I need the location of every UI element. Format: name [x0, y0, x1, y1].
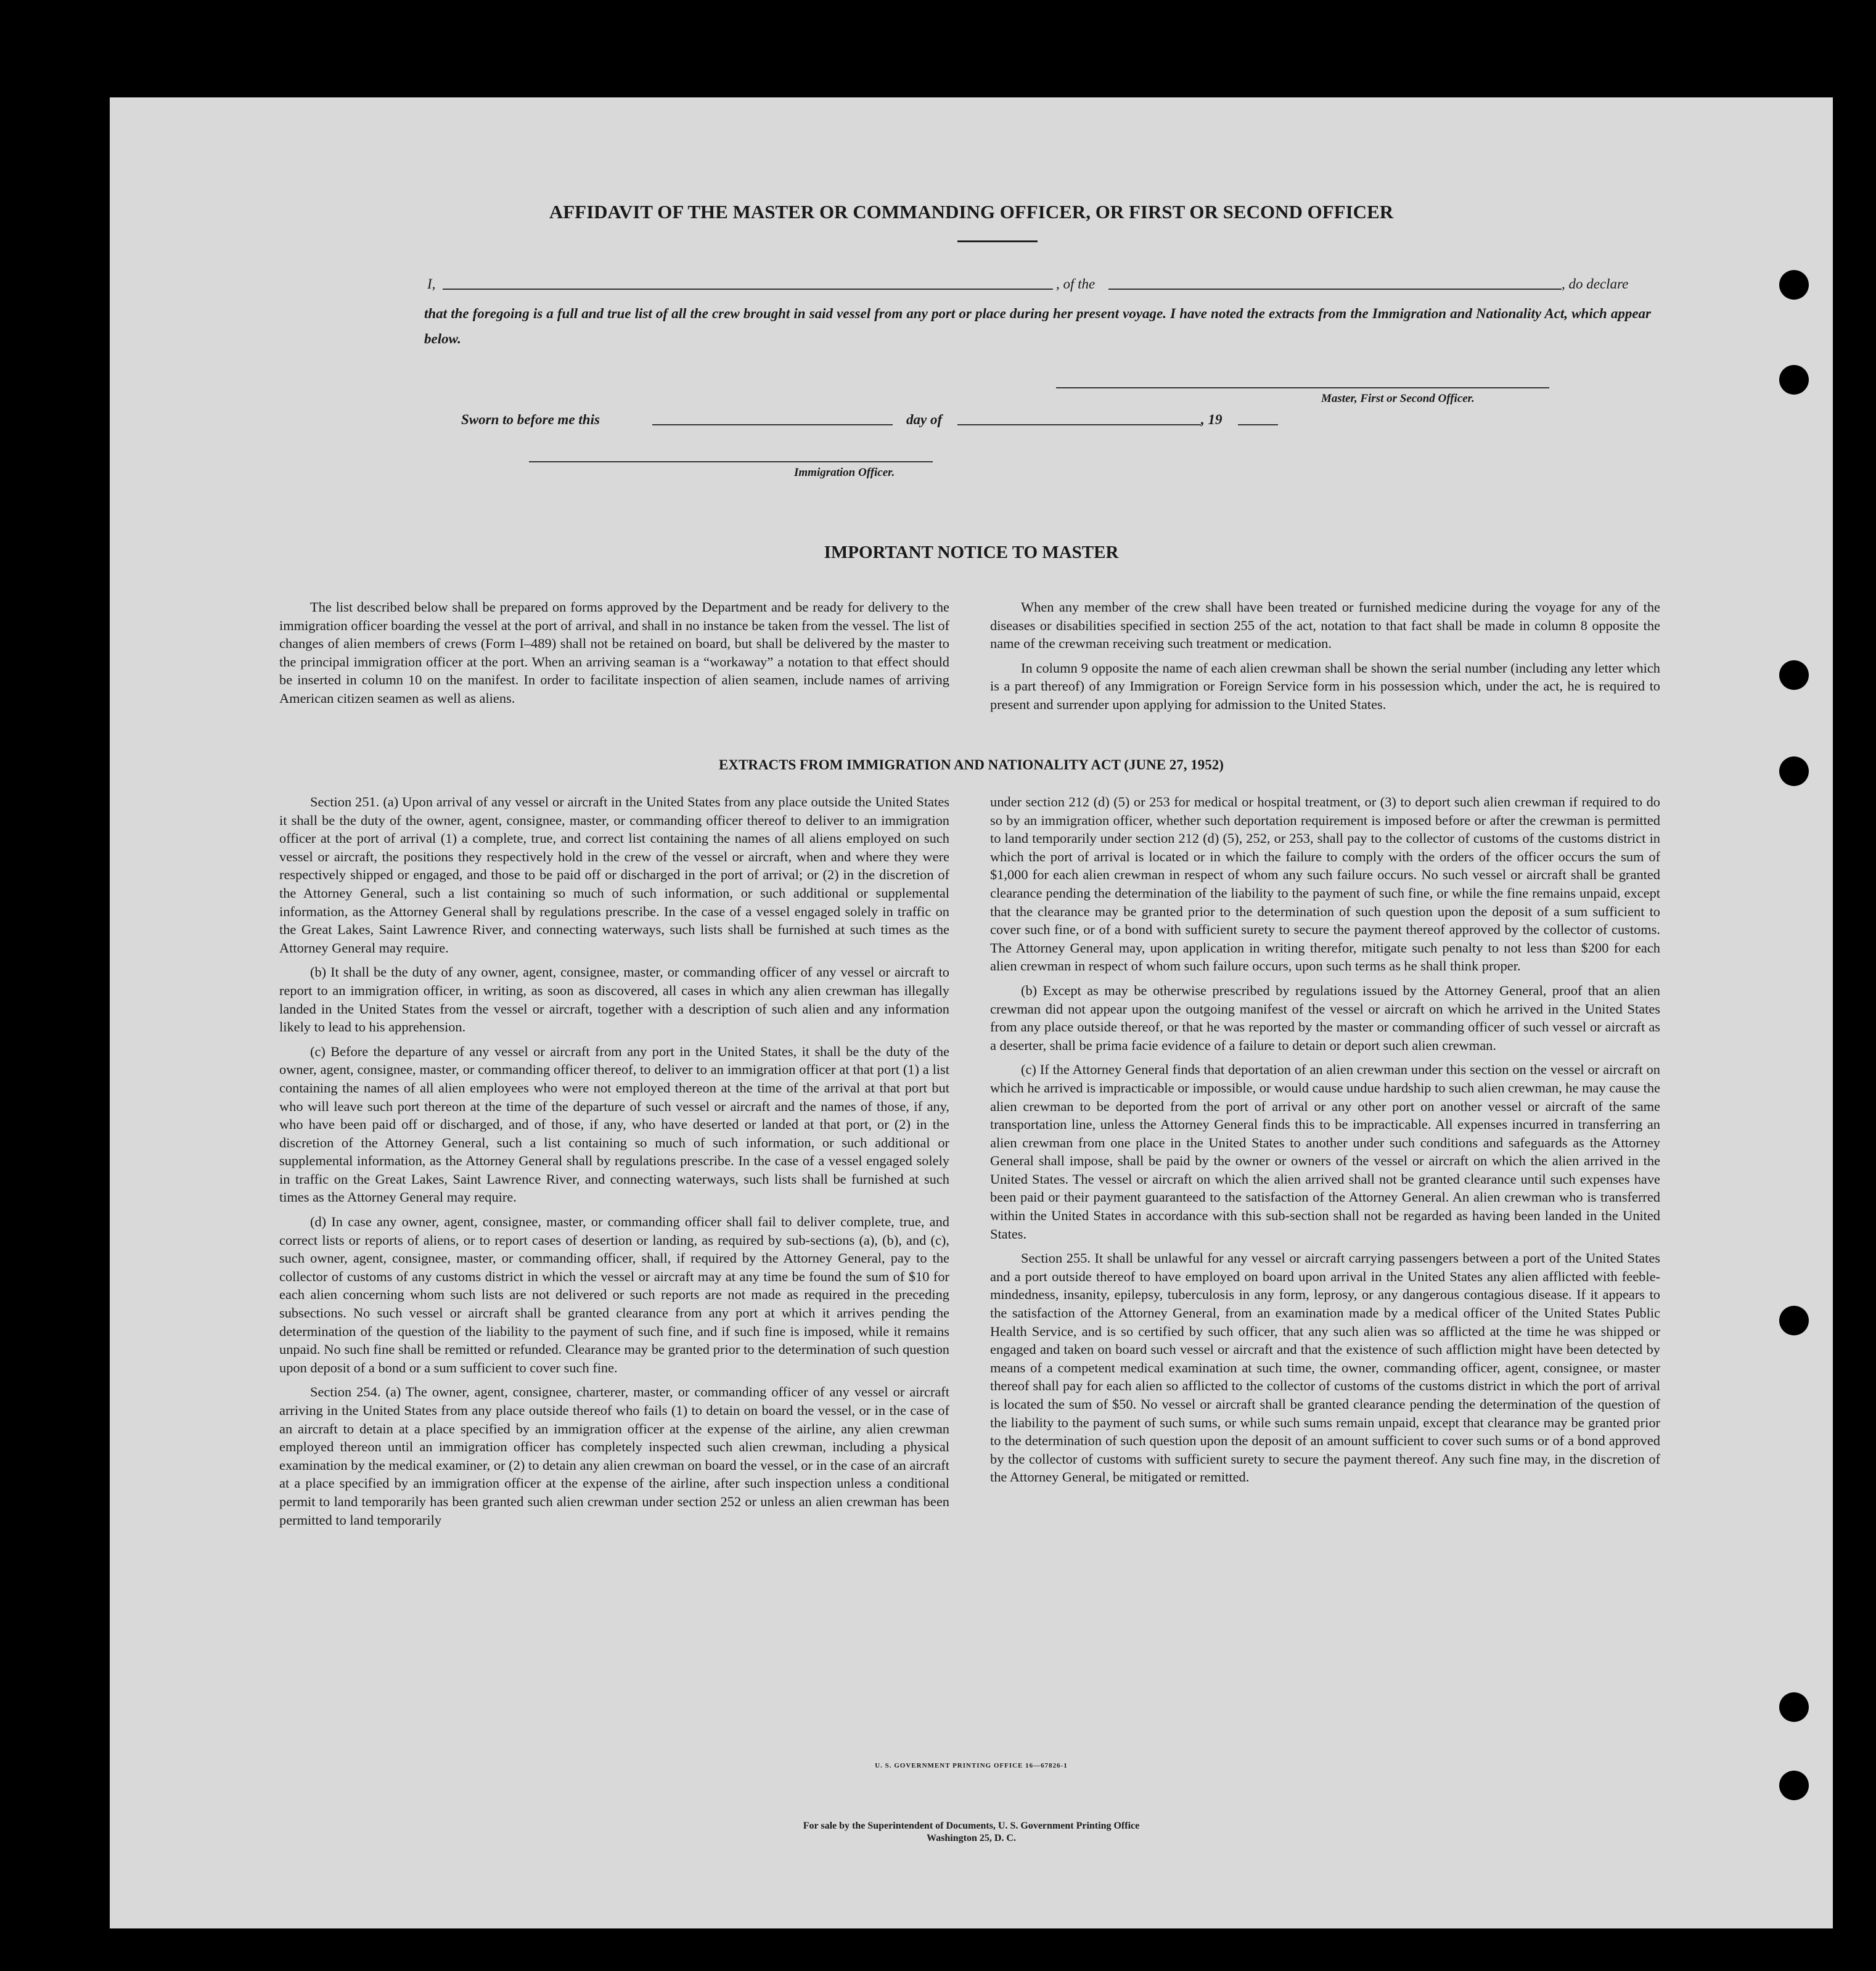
punch-hole [1779, 1692, 1809, 1722]
month-blank[interactable] [957, 424, 1201, 425]
extracts-left-column [279, 793, 949, 1535]
sale-line-1: For sale by the Superintendent of Documents, U. S. Government Printing Office [803, 1821, 1140, 1831]
punch-hole [1779, 270, 1809, 300]
sale-line-2: Washington 25, D. C. [927, 1833, 1016, 1843]
punch-hole [1779, 756, 1809, 786]
sworn-day-blank[interactable] [652, 424, 893, 425]
vessel-blank[interactable] [1108, 289, 1562, 290]
gpo-imprint: U. S. GOVERNMENT PRINTING OFFICE 16—67826-1 [875, 1762, 1068, 1769]
affidavit-i: I, [427, 276, 436, 292]
notice-left-paragraph: The list described below shall be prepared on forms approved by the Department and be ready for delivery to the immigration officer boarding the vessel at the port of arrival, and shall in no instance be taken from the vessel. The list of changes of alien members of crews (Form I–489) shall not be retained on board, but shall be delivered by the master to the principal immigration officer at the port. When an arriving seaman is a “workaway” a notation to that effect should be inserted in column 10 on the manifest. In order to facilitate inspection of alien seamen, include names of arriving American citizen seamen as well as aliens. [279, 599, 949, 706]
punch-hole [1779, 1771, 1809, 1800]
notice-title: IMPORTANT NOTICE TO MASTER [824, 543, 1119, 562]
punch-hole [1779, 660, 1809, 690]
section-254a: Section 254. (a) The owner, agent, consignee, charterer, master, or commanding officer of any vessel or aircraft arriving in the United States from any place outside thereof who fails (1) to detain on board the vessel, or in the case of an aircraft to detain at a place specified by an immigration officer at the expense of the airline, any alien crewman employed thereon until an immigration officer has completely inspected such alien crewman, including a physical examination by the medical examiner, or (2) to detain any alien crewman on board the vessel, or in the case of an aircraft at a place specified by an immigration officer at the expense of the airline, after such inspection unless a conditional permit to land temporarily has been granted such alien crewman under section 252 or unless an alien crewman has been permitted to land temporarily [279, 1384, 949, 1528]
officer-signature-line[interactable] [529, 461, 933, 462]
master-label: Master, First or Second Officer. [1321, 392, 1475, 405]
notice-right-paragraph-1: When any member of the crew shall have been treated or furnished medicine during the voyage for any of the diseases or disabilities specified in section 255 of the act, notation to that fact shall be made in column 8 opposite the name of the crewman receiving such treatment or medication. [990, 599, 1660, 652]
notice-right-column [990, 598, 1660, 720]
section-251c: (c) Before the departure of any vessel or aircraft from any port in the United States, it shall be the duty of the owner, agent, consignee, master, or commanding officer thereof, to deliver to an immigration officer at that port (1) a list containing the names of all alien employees who were not employed thereon at the time of the arrival at that port but who will leave such port thereon at the time of the departure of such vessel or aircraft and the names of those, if any, who have been paid off or discharged, and of those, if any, who have deserted or landed at that port, or (2) in the discretion of the Attorney General, such a list containing so much of such information, or such additional or supplemental information, as the Attorney General shall by regulations prescribe. In the case of a vessel engaged solely in traffic on the Great Lakes, Saint Lawrence River, and connecting waterways, such lists shall be furnished at such times as the Attorney General may require. [279, 1043, 949, 1205]
punch-hole [1779, 365, 1809, 395]
extracts-title: EXTRACTS FROM IMMIGRATION AND NATIONALITY ACT (JUNE 27, 1952) [719, 757, 1224, 772]
affidavit-body: that the foregoing is a full and true list of all the crew brought in said vessel from any port or place during her present voyage. I have noted the extracts from the Immigration and Nationality Act, which appear below. [424, 306, 1651, 346]
section-251a: Section 251. (a) Upon arrival of any vessel or aircraft in the United States from any place outside the United States it shall be the duty of the owner, agent, consignee, master, or commanding officer thereof to deliver to an immigration officer at the port of arrival (1) a complete, true, and correct list containing the names of all aliens employed on such vessel or aircraft, the positions they respectively hold in the crew of the vessel or aircraft, when and where they were respectively shipped or engaged, and those to be paid off or discharged in the port of arrival; or (2) in the discretion of the Attorney General, such a list containing so much of such information, or such additional or supplemental information, as the Attorney General shall by regulations prescribe. In the case of a vessel engaged solely in traffic on the Great Lakes, Saint Lawrence River, and connecting waterways, such lists shall be furnished at such times as the Attorney General may require. [279, 794, 949, 956]
section-251b: (b) It shall be the duty of any owner, agent, consignee, master, or commanding officer of any vessel or aircraft to report to an immigration officer, in writing, as soon as discovered, all cases in which any alien crewman has illegally landed in the United States from the vessel or aircraft, together with a description of such alien and any information likely to lead to his apprehension. [279, 964, 949, 1035]
name-blank[interactable] [443, 289, 1053, 290]
day-of-label: day of [906, 412, 943, 427]
punch-hole [1779, 1306, 1809, 1335]
extracts-right-column [990, 793, 1660, 1493]
affidavit-title: AFFIDAVIT OF THE MASTER OR COMMANDING OFFICER, OR FIRST OR SECOND OFFICER [549, 201, 1394, 223]
notice-left-column [279, 598, 949, 714]
section-254b: (b) Except as may be otherwise prescribed by regulations issued by the Attorney General, proof that an alien crewman did not appear upon the outgoing manifest of the vessel or aircraft on which he arrived in the United States from any place outside thereof, or that he was reported by the master or commanding officer of such vessel or aircraft as a deserter, shall be prima facie evidence of a failure to detain or deport such alien crewman. [990, 982, 1660, 1053]
master-signature-line[interactable] [1056, 387, 1549, 388]
notice-right-paragraph-2: In column 9 opposite the name of each alien crewman shall be shown the serial number (including any letter which is a part thereof) of any Immigration or Foreign Service form in his possession which, under the act, he is required to present and surrender upon applying for admission to the United States. [990, 660, 1660, 712]
section-254c: (c) If the Attorney General finds that deportation of an alien crewman under this section on the vessel or aircraft on which he arrived is impracticable or impossible, or would cause undue hardship to such alien crewman, he may cause the alien crewman to be deported from the port of arrival or any other port on another vessel or aircraft of the same transportation line, unless the Attorney General finds this to be impracticable. All expenses incurred in transferring an alien crewman from one place in the United States to another under such conditions and safeguards as the Attorney General shall impose, shall be paid by the owner or owners of the vessel or aircraft on which the alien arrived in the United States. The vessel or aircraft on which the alien arrived shall not be granted clearance until such expenses have been paid or their payment guaranteed to the satisfaction of the Attorney General. An alien crewman who is transferred within the United States in accordance with this sub-section shall not be regarded as having been landed in the United States. [990, 1062, 1660, 1242]
year-blank[interactable] [1238, 424, 1278, 425]
title-rule [957, 240, 1038, 242]
section-255: Section 255. It shall be unlawful for any vessel or aircraft carrying passengers between a port of the United States and a port outside thereof to have employed on board upon arrival in the United States any alien afflicted with feeble-mindedness, insanity, epilepsy, tuberculosis in any form, leprosy, or any dangerous contagious disease. If it appears to the satisfaction of the Attorney General, from an examination made by a medical officer of the United States Public Health Service, and is so certified by such officer, that any such alien was so afflicted at the time he was shipped or engaged and taken on board such vessel or aircraft and that the existence of such affliction might have been detected by means of a competent medical examination at such time, the owner, commanding officer, agent, consignee, or master thereof shall pay for each alien so afflicted to the collector of customs of the customs district in which the port of arrival is located the sum of $50. No vessel or aircraft shall be granted clearance pending the determination of the question of the liability to the payment of such sums, or while such sums remain unpaid, except that clearance may be granted prior to the determination of such question upon the deposit of an amount sufficient to cover such sums or of a bond approved by the collector of customs with sufficient surety to secure the payment thereof. Any such fine may, in the discretion of the Attorney General, be mitigated or remitted. [990, 1250, 1660, 1485]
sworn-label: Sworn to before me this [461, 412, 600, 427]
officer-label: Immigration Officer. [794, 466, 895, 479]
affidavit-of-the: , of the [1056, 276, 1096, 292]
section-251d: (d) In case any owner, agent, consignee, master, or commanding officer shall fail to deliver complete, true, and correct lists or reports of aliens, or to report cases of desertion or landing, as required by sub-sections (a), (b), and (c), such owner, agent, consignee, master, or commanding officer, shall, if required by the Attorney General, pay to the collector of customs of any customs district in which the vessel or aircraft may at any time be found the sum of $10 for each alien concerning whom such lists are not delivered or such reports are not made as required in the preceding subsections. No such vessel or aircraft shall be granted clearance from any port at which it arrives pending the determination of the question of the liability to the payment of such fine, and if such fine is imposed, while it remains unpaid. No such fine shall be remitted or refunded. Clearance may be granted prior to the determination of such question upon deposit of a bond or a sum sufficient to cover such fine. [279, 1214, 949, 1375]
document-page [110, 97, 1833, 1928]
section-254a-continued: under section 212 (d) (5) or 253 for medical or hospital treatment, or (3) to deport such alien crewman if required to do so by an immigration officer, whether such deportation requirement is imposed before or after the crewman is permitted to land temporarily under section 212 (d) (5), 252, or 253, shall pay to the collector of customs of the customs district in which the port of arrival is located or in which the failure to comply with the orders of the officer occurs the sum of $1,000 for each alien crewman in respect of whom any such failure occurs. No such vessel or aircraft shall be granted clearance pending the determination of the liability to the payment of such fine, or while the fine remains unpaid, except that the clearance may be granted prior to the determination of such question upon the deposit of a sum sufficient to cover such fine, or of a bond with sufficient surety to secure the payment thereof approved by the collector of customs. The Attorney General may, upon application in writing therefor, mitigate such penalty to not less than $200 for each alien crewman in respect of whom such failure occurs, upon such terms as he shall think proper. [990, 794, 1660, 974]
year-label: , 19 [1201, 412, 1223, 427]
affidavit-declare: , do declare [1562, 276, 1629, 292]
